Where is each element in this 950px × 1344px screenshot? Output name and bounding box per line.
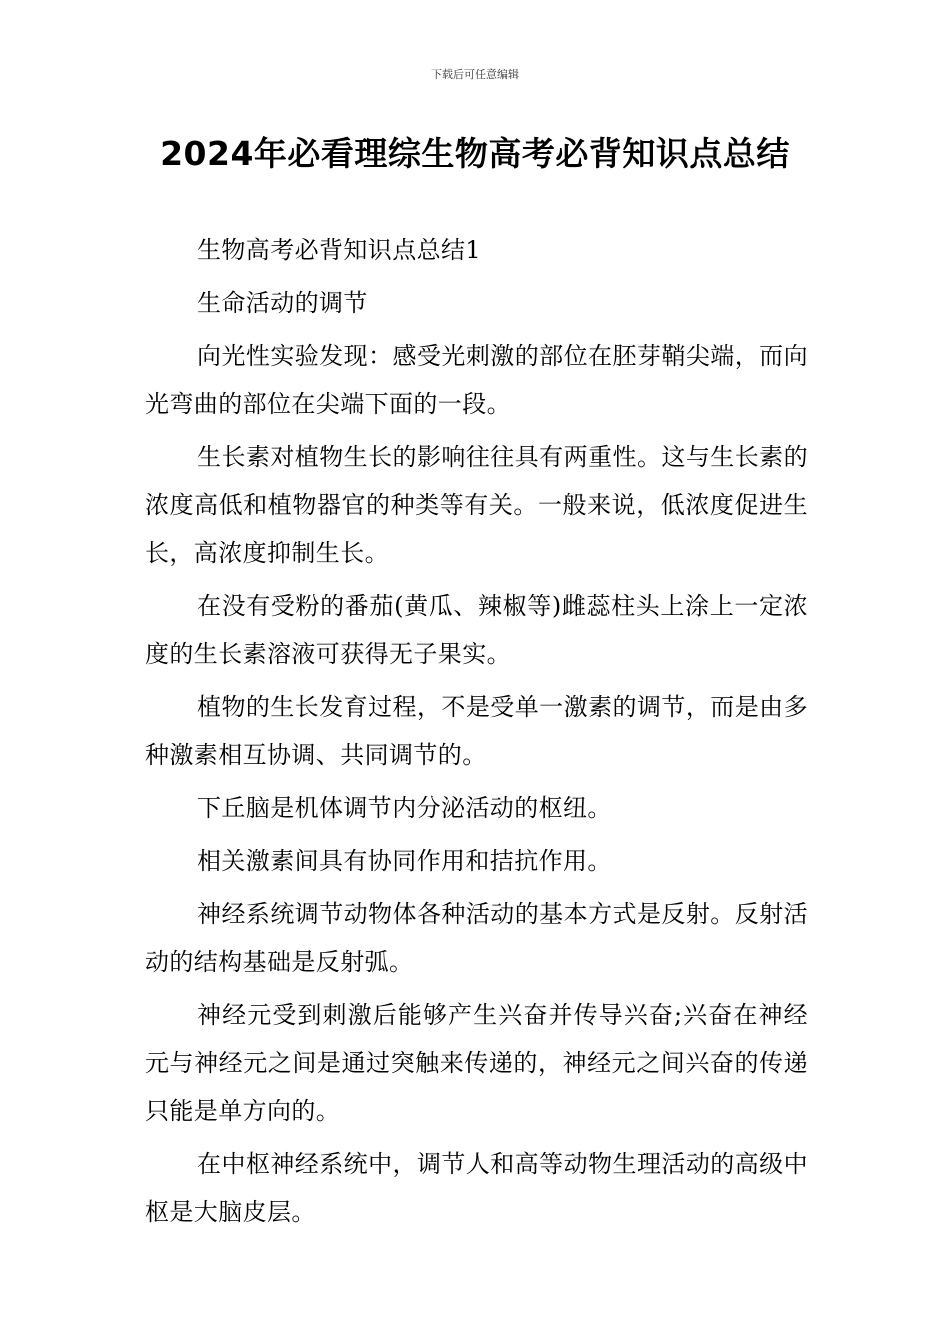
paragraph: 神经元受到刺激后能够产生兴奋并传导兴奋;兴奋在神经元与神经元之间是通过突触来传递的，神经元之间兴奋的传递只能是单方向的。 <box>145 1001 808 1125</box>
paragraph: 生长素对植物生长的影响往往具有两重性。这与生长素的浓度高低和植物器官的种类等有关。一般来说，低浓度促进生长，高浓度抑制生长。 <box>145 443 808 567</box>
paragraph: 植物的生长发育过程，不是受单一激素的调节，而是由多种激素相互协调、共同调节的。 <box>145 693 808 769</box>
paragraph: 向光性实验发现：感受光刺激的部位在胚芽鞘尖端，而向光弯曲的部位在尖端下面的一段。 <box>145 342 808 418</box>
paragraph: 在中枢神经系统中，调节人和高等动物生理活动的高级中枢是大脑皮层。 <box>145 1150 808 1226</box>
paragraph: 相关激素间具有协同作用和拮抗作用。 <box>197 847 612 875</box>
header-note: 下载后可任意编辑 <box>431 68 519 81</box>
paragraph: 在没有受粉的番茄(黄瓜、辣椒等)雌蕊柱头上涂上一定浓度的生长素溶液可获得无子果实。 <box>145 592 808 668</box>
paragraph: 下丘脑是机体调节内分泌活动的枢纽。 <box>197 794 612 822</box>
subsection-heading: 生命活动的调节 <box>197 289 368 317</box>
document-body <box>145 226 808 1241</box>
document-title: 2024年必看理综生物高考必背知识点总结 <box>160 134 790 173</box>
section-heading: 生物高考必背知识点总结1 <box>197 236 482 264</box>
paragraph: 神经系统调节动物体各种活动的基本方式是反射。反射活动的结构基础是反射弧。 <box>145 900 808 976</box>
